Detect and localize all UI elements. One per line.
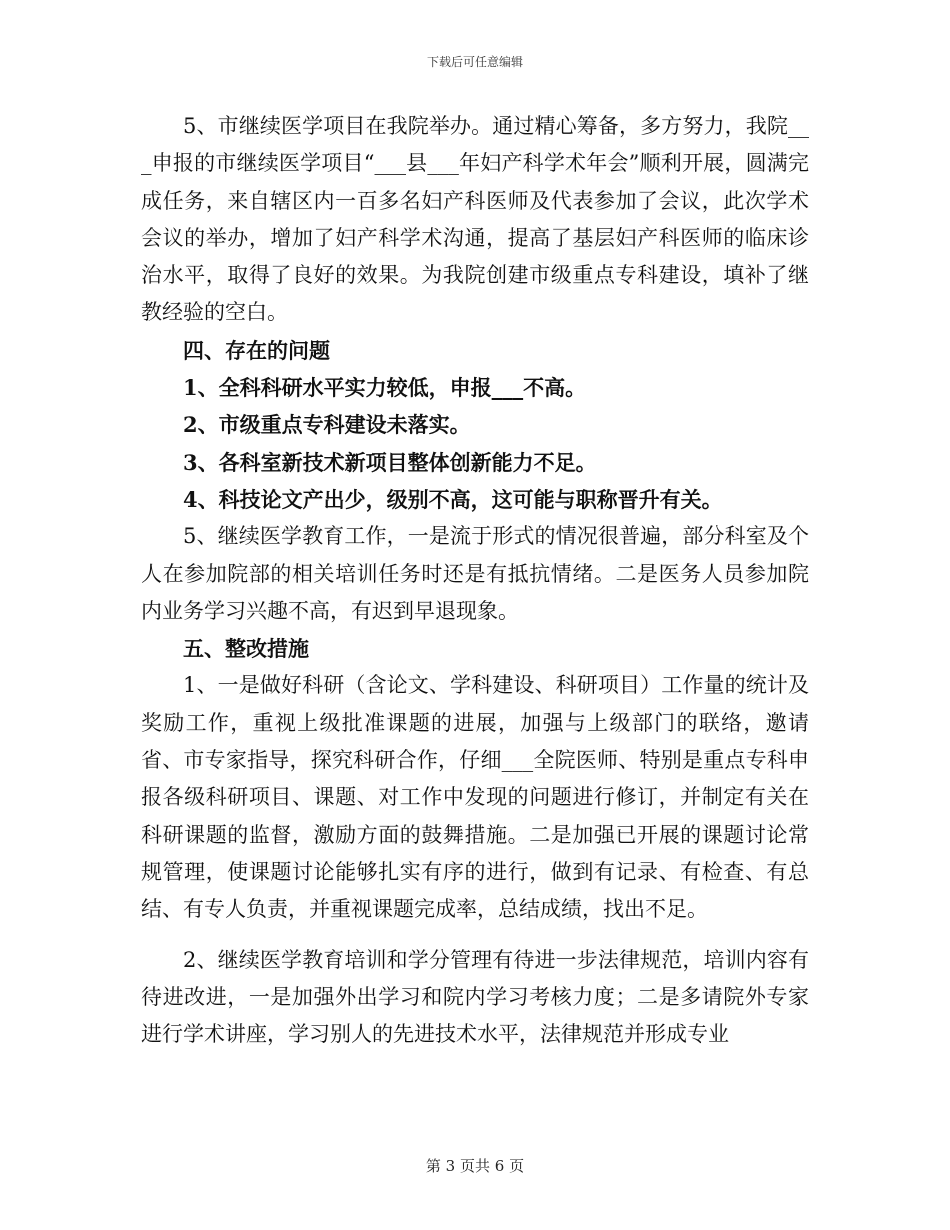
paragraph-continuing-education-project: 5、市继续医学项目在我院举办。通过精心筹备，多方努力，我院___申报的市继续医学项目“___县___年妇产科学术年会”顺利开展，圆满完成任务，来自辖区内一百多名妇产科医师及代表参加了会议，此次学术会议的举办，增加了妇产科学术沟通，提高了基层妇产科医师的临床诊治水平，取得了良好的效果。为我院创建市级重点专科建设，填补了继教经验的空白。 [141, 114, 809, 325]
page-header: 下载后可任意编辑 [426, 55, 523, 69]
page-footer: 第 3 页共 6 页 [425, 1157, 525, 1175]
problem-item-4: 4、科技论文产出少，级别不高，这可能与职称晋升有关。 [183, 486, 723, 512]
problem-item-3: 3、各科室新技术新项目整体创新能力不足。 [183, 449, 597, 475]
heading-rectification-measures: 五、整改措施 [183, 636, 309, 662]
heading-existing-problems: 四、存在的问题 [183, 337, 330, 363]
problem-item-1: 1、全科科研水平实力较低，申报___不高。 [183, 375, 587, 401]
document-body [141, 108, 809, 1053]
measure-item-1: 1、一是做好科研（含论文、学科建设、科研项目）工作量的统计及奖励工作，重视上级批准课题的进展，加强与上级部门的联络，邀请省、市专家指导，探究科研合作，仔细___全院医师、特别是重点专科申报各级科研项目、课题、对工作中发现的问题进行修订，并制定有关在科研课题的监督，激励方面的鼓舞措施。二是加强已开展的课题讨论常规管理，使课题讨论能够扎实有序的进行，做到有记录、有检查、有总结、有专人负责，并重视课题完成率，总结成绩，找出不足。 [141, 673, 809, 922]
problem-item-5: 5、继续医学教育工作，一是流于形式的情况很普遍，部分科室及个人在参加院部的相关培训任务时还是有抵抗情绪。二是医务人员参加院内业务学习兴趣不高，有迟到早退现象。 [141, 524, 809, 623]
measure-item-2: 2、继续医学教育培训和学分管理有待进一步法律规范，培训内容有待进改进，一是加强外出学习和院内学习考核力度；二是多请院外专家进行学术讲座，学习别人的先进技术水平，法律规范并形成专业 [141, 947, 809, 1047]
problem-item-2: 2、市级重点专科建设未落实。 [183, 412, 471, 438]
